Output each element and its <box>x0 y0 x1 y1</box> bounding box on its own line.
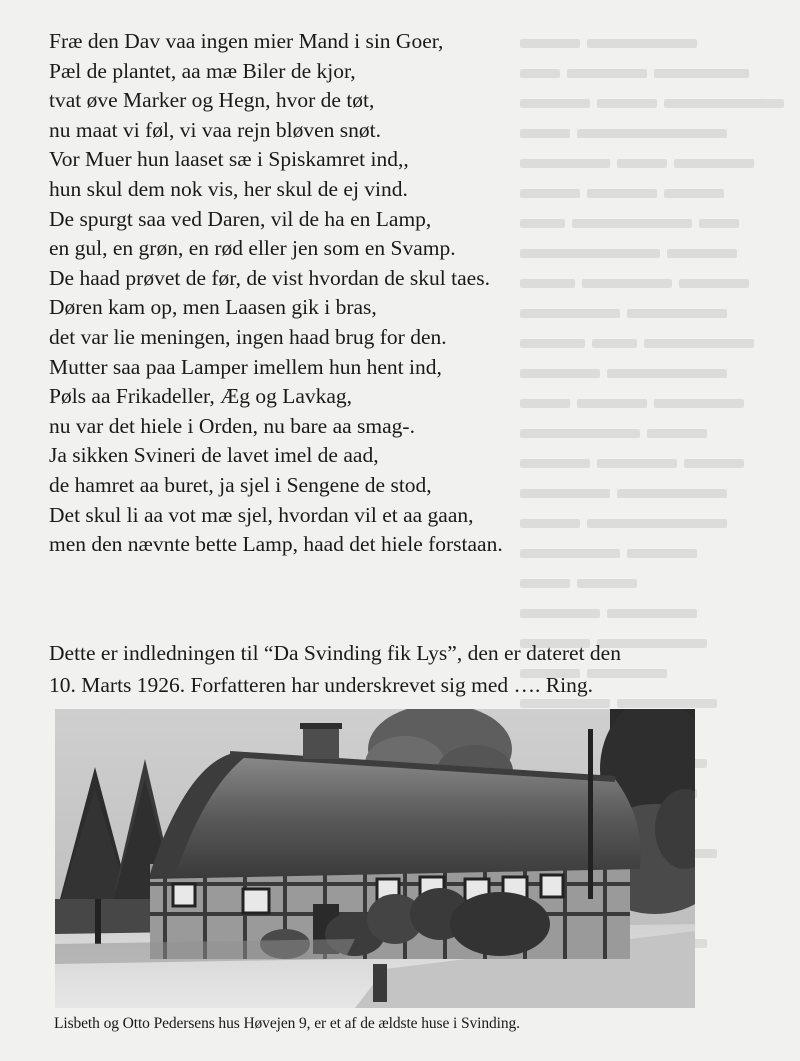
poem-line: tvat øve Marker og Hegn, hvor de tøt, <box>49 88 375 113</box>
intro-paragraph <box>49 637 621 701</box>
intro-line: 10. Marts 1926. Forfatteren har underskrevet sig med …. Ring. <box>49 673 593 697</box>
poem-line: det var lie meningen, ingen haad brug for den. <box>49 324 447 349</box>
poem-line: Ja sikken Svineri de lavet imel de aad, <box>49 443 379 468</box>
poem-line: Pøls aa Frikadeller, Æg og Lavkag, <box>49 384 353 409</box>
poem-text <box>49 27 503 560</box>
poem-line: Mutter saa paa Lamper imellem hun hent ind, <box>49 354 442 379</box>
poem-line: Vor Muer hun laaset sæ i Spiskamret ind,, <box>49 147 409 172</box>
poem-line: Pæl de plantet, aa mæ Biler de kjor, <box>49 58 356 83</box>
poem-line: hun skul dem nok vis, her skul de ej vind. <box>49 176 408 201</box>
poem-line: Det skul li aa vot mæ sjel, hvordan vil et aa gaan, <box>49 502 474 527</box>
poem-line: Fræ den Dav vaa ingen mier Mand i sin Goer, <box>49 29 444 53</box>
poem-line: Døren kam op, men Laasen gik i bras, <box>49 295 377 320</box>
house-photo <box>55 709 695 1008</box>
poem-line: nu var det hiele i Orden, nu bare aa smag-. <box>49 413 415 438</box>
poem-line: en gul, en grøn, en rød eller jen som en Svamp. <box>49 236 456 261</box>
poem-line: nu maat vi føl, vi vaa rejn bløven snøt. <box>49 117 381 142</box>
poem-line: men den nævnte bette Lamp, haad det hiele forstaan. <box>49 532 503 557</box>
intro-line: Dette er indledningen til “Da Svinding fik Lys”, den er dateret den <box>49 641 621 665</box>
poem-line: de hamret aa buret, ja sjel i Sengene de stod, <box>49 472 432 497</box>
poem-line: De haad prøvet de før, de vist hvordan de skul taes. <box>49 265 490 290</box>
photo-caption: Lisbeth og Otto Pedersens hus Høvejen 9, er et af de ældste huse i Svinding. <box>54 1015 520 1032</box>
poem-line: De spurgt saa ved Daren, vil de ha en Lamp, <box>49 206 432 231</box>
